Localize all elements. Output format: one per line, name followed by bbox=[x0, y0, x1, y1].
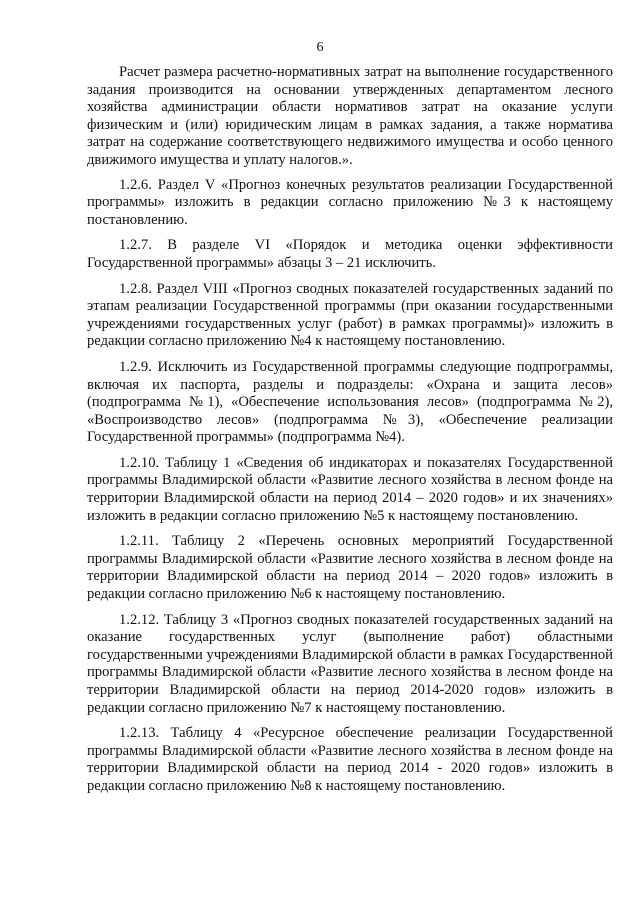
paragraph-1-2-8: 1.2.8. Раздел VIII «Прогноз сводных показателей государственных заданий по этапам реализации Государственной программы (при оказании государственными учреждениями государственных услуг (работ) в рамках программы)» изложить в редакции согласно приложению №4 к настоящему постановлению. bbox=[87, 280, 613, 350]
paragraph-1-2-11: 1.2.11. Таблицу 2 «Перечень основных мероприятий Государственной программы Владимирской области «Развитие лесного хозяйства в лесном фонде на территории Владимирской области на период 2014 – 2020 годов» изложить в редакции согласно приложению №6 к настоящему постановлению. bbox=[87, 533, 613, 603]
paragraph-1-2-13: 1.2.13. Таблицу 4 «Ресурсное обеспечение реализации Государственной программы Владимирской области «Развитие лесного хозяйства в лесном фонде на территории Владимирской области на период 2014 - 2020 годов» изложить в редакции согласно приложению №8 к настоящему постановлению. bbox=[87, 725, 613, 794]
paragraph-1-2-9: 1.2.9. Исключить из Государственной программы следующие подпрограммы, включая их паспорта, разделы и подразделы: «Охрана и защита лесов» (подпрограмма №1), «Обеспечение использования лесов» (подпрограмма №2), «Воспроизводство лесов» (подпрограмма №3), «Обеспечение реализации Государственной программы» (подпрограмма №4). bbox=[87, 358, 613, 446]
document-body bbox=[87, 64, 613, 804]
page-number: 6 bbox=[316, 40, 324, 55]
paragraph-1-2-7: 1.2.7. В разделе VI «Порядок и методика оценки эффективности Государственной программы» абзацы 3 – 21 исключить. bbox=[87, 237, 613, 271]
paragraph-1-2-6: 1.2.6. Раздел V «Прогноз конечных результатов реализации Государственной программы» изложить в редакции согласно приложению №3 к настоящему постановлению. bbox=[87, 176, 613, 228]
paragraph-1-2-12: 1.2.12. Таблицу 3 «Прогноз сводных показателей государственных заданий на оказание государственных услуг (выполнение работ) областными государственными учреждениями Владимирской области в рамках Государственной программы Владимирской области «Развитие лесного хозяйства в лесном фонде на территории Владимирской области на период 2014-2020 годов» изложить в редакции согласно приложению №7 к настоящему постановлению. bbox=[87, 611, 613, 716]
paragraph-1-2-10: 1.2.10. Таблицу 1 «Сведения об индикаторах и показателях Государственной программы Владимирской области «Развитие лесного хозяйства в лесном фонде на территории Владимирской области на период 2014 – 2020 годов» и их значениях» изложить в редакции согласно приложению №5 к настоящему постановлению. bbox=[87, 454, 613, 524]
paragraph-calculation: Расчет размера расчетно-нормативных затрат на выполнение государственного задания производится на основании утвержденных департаментом лесного хозяйства администрации области нормативов затрат на оказание услуги физическим и (или) юридическим лицам в рамках задания, а также норматива затрат на содержание соответствующего недвижимого имущества и особо ценного движимого имущества и уплату налогов.». bbox=[87, 64, 613, 168]
